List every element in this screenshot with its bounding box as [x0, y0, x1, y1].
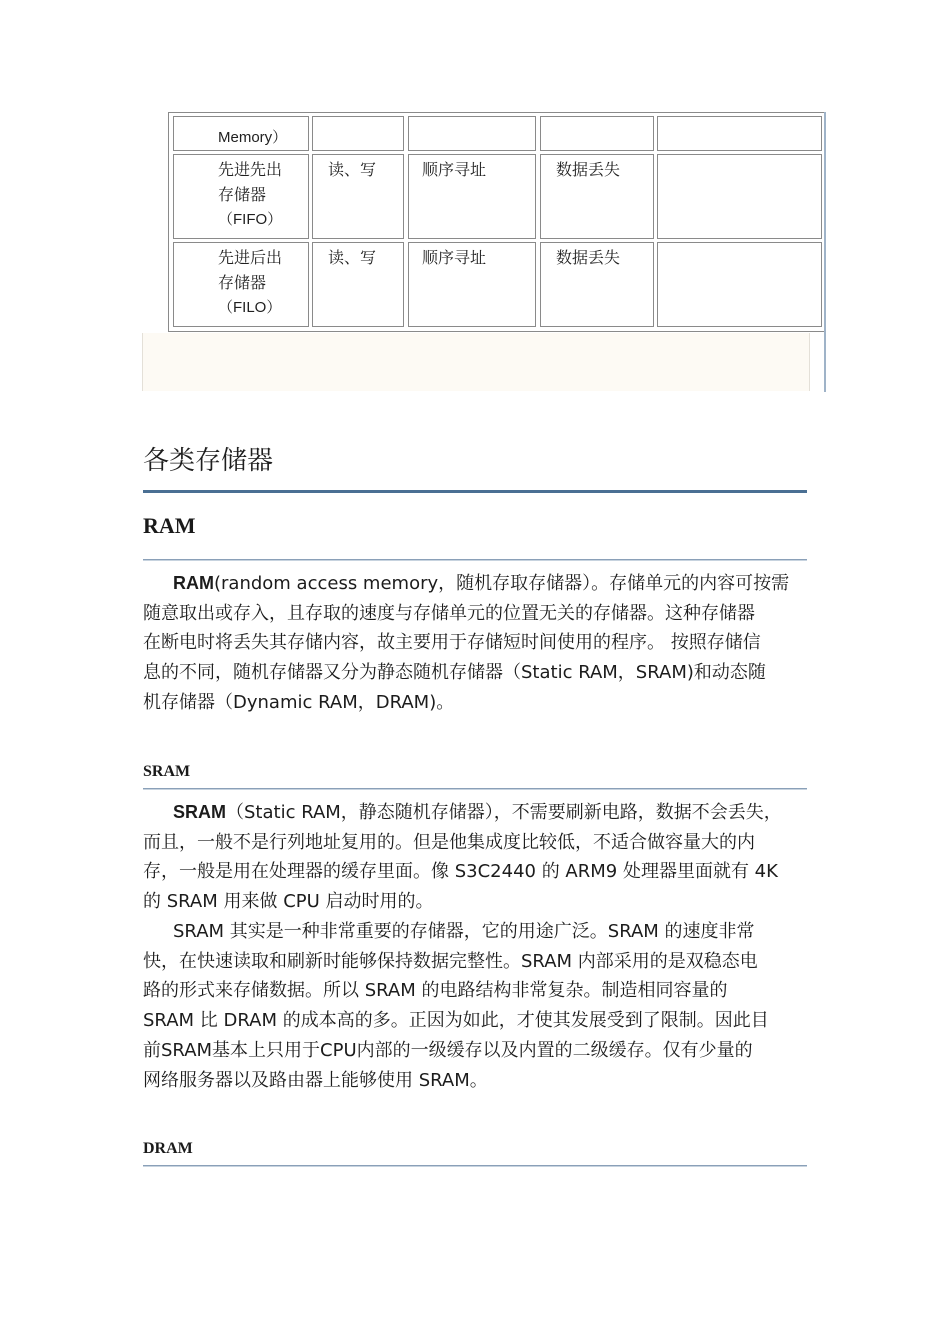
dram-heading-divider	[143, 1165, 807, 1167]
table-cell-ops: 读、写	[312, 154, 404, 239]
table-cell-power-loss: 数据丢失	[540, 154, 654, 239]
ram-heading-divider	[143, 559, 807, 561]
ram-heading: RAM	[143, 513, 196, 538]
sram-lead-term: SRAM	[173, 802, 226, 822]
paragraph-line: 随意取出或存入，且存取的速度与存储单元的位置无关的存储器。这种存储器	[143, 602, 755, 624]
table-cell-power-loss	[540, 116, 654, 151]
table-cell-name	[173, 242, 309, 327]
table-cell-power-loss: 数据丢失	[540, 242, 654, 327]
paragraph-line: 存，一般是用在处理器的缓存里面。像 S3C2440 的 ARM9 处理器里面就有 4K	[143, 861, 778, 883]
paragraph-line: SRAM 比 DRAM 的成本高的多。正因为如此，才使其发展受到了限制。因此目	[143, 1010, 769, 1032]
name-line: 存储器	[218, 273, 267, 292]
table-cell-note	[657, 154, 822, 239]
paragraph-line: 的 SRAM 用来做 CPU 启动时用的。	[143, 891, 434, 913]
sram-paragraph-1: SRAM（Static RAM，静态随机存储器），不需要刷新电路，数据不会丢失， 而且，一般不是行列地址复用的。但是他集成度比较低，不适合做容量大的内 存，一般是用在处理器的缓存里面。像 S3C2440 的 ARM9 处理器里面就有 4K 的 SRAM 用来做 CPU 启动时用的。	[143, 798, 807, 917]
table-cell-access: 顺序寻址	[408, 242, 536, 327]
paragraph-line: 快，在快速读取和刷新时能够保持数据完整性。SRAM 内部采用的是双稳态电	[143, 950, 758, 972]
sram-paragraph-2	[143, 917, 807, 1095]
paragraph-line: 息的不同，随机存储器又分为静态随机存储器（Static RAM，SRAM)和动态随	[143, 662, 766, 684]
name-line: 存储器	[218, 185, 267, 204]
table-cell-ops: 读、写	[312, 242, 404, 327]
paragraph-line: 前SRAM基本上只用于CPU内部的一级缓存以及内置的二级缓存。仅有少量的	[143, 1039, 753, 1061]
table-right-rule	[824, 112, 826, 392]
sram-heading: SRAM	[143, 763, 191, 780]
table-cell-access: 顺序寻址	[408, 154, 536, 239]
name-line: 先进先出	[218, 160, 283, 179]
name-line: （FILO）	[218, 299, 282, 316]
ram-paragraph: RAM(random access memory，随机存取存储器）。存储单元的内容可按需 随意取出或存入，且存取的速度与存储单元的位置无关的存储器。这种存储器 在断电时将丢失其存储内容，故主要用于存储短时间使用的程序。 按照存储信 息的不同，随机存储器又分为静态随机存储器（Static RAM，SRAM)和动态随 机存储器（Dynamic RAM，DRAM)。	[143, 569, 807, 718]
ram-lead-term: RAM	[173, 573, 214, 593]
paragraph-line: 网络服务器以及路由器上能够使用 SRAM。	[143, 1069, 488, 1091]
paragraph-line: SRAM 其实是一种非常重要的存储器，它的用途广泛。SRAM 的速度非常	[173, 921, 755, 942]
table-cell-note	[657, 116, 822, 151]
name-line: （FIFO）	[218, 211, 283, 228]
sram-heading-divider	[143, 788, 807, 790]
paragraph-line: 而且，一般不是行列地址复用的。但是他集成度比较低，不适合做容量大的内	[143, 831, 755, 853]
name-line: 先进后出	[218, 248, 283, 267]
memory-type-table	[168, 112, 826, 392]
table-footer-band	[142, 333, 810, 391]
paragraph-line: 在断电时将丢失其存储内容，故主要用于存储短时间使用的程序。 按照存储信	[143, 632, 761, 654]
section-divider	[143, 490, 807, 493]
table-cell-name	[173, 154, 309, 239]
table-cell-note	[657, 242, 822, 327]
dram-heading: DRAM	[143, 1140, 193, 1157]
section-title: 各类存储器	[143, 446, 274, 476]
paragraph-line: 路的形式来存储数据。所以 SRAM 的电路结构非常复杂。制造相同容量的	[143, 980, 728, 1002]
table-cell-ops	[312, 116, 404, 151]
table-cell-access	[408, 116, 536, 151]
paragraph-line: 机存储器（Dynamic RAM，DRAM)。	[143, 691, 455, 713]
table-cell-name: Memory）	[173, 116, 309, 151]
